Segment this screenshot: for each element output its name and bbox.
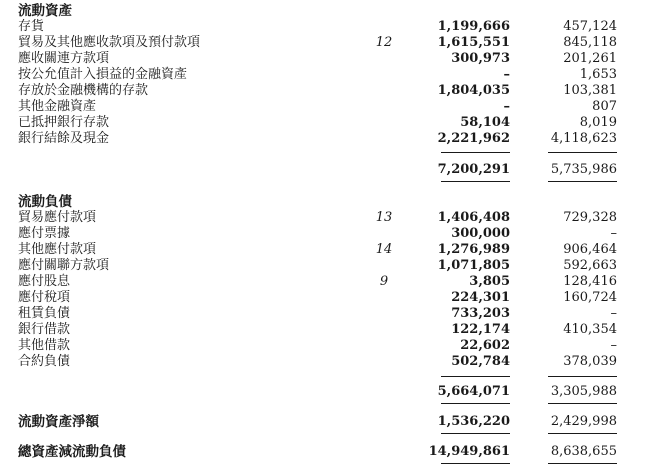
row-label: 租賃負債 xyxy=(18,306,71,321)
table-row xyxy=(0,338,647,354)
current-liabilities-total-prior: 3,305,988 xyxy=(550,384,617,399)
table-row xyxy=(0,306,647,322)
prior-year-value: – xyxy=(610,226,617,241)
row-label: 銀行借款 xyxy=(18,322,71,337)
row-label: 其他金融資產 xyxy=(18,99,97,114)
current-liabilities-heading-row xyxy=(0,194,647,210)
row-label: 存貨 xyxy=(18,19,45,34)
prior-year-value: 103,381 xyxy=(563,83,617,98)
current-liabilities-total-row xyxy=(0,384,647,400)
total-rule xyxy=(548,463,617,464)
prior-year-value: 8,019 xyxy=(579,115,617,130)
prior-year-value: 378,039 xyxy=(563,354,617,369)
table-row xyxy=(0,19,647,35)
total-rule xyxy=(548,152,617,153)
table-row xyxy=(0,290,647,306)
current-year-value: 733,203 xyxy=(451,306,510,321)
current-liabilities-heading: 流動負債 xyxy=(18,194,72,210)
prior-year-value: 128,416 xyxy=(563,274,617,289)
total-rule xyxy=(441,403,510,404)
row-label: 合約負債 xyxy=(18,354,71,369)
current-year-value: 1,071,805 xyxy=(437,258,510,273)
note-ref: 12 xyxy=(375,35,393,50)
prior-year-value: 4,118,623 xyxy=(550,131,617,146)
current-year-value: 2,221,962 xyxy=(437,131,510,146)
row-label: 存放於金融機構的存款 xyxy=(18,83,149,98)
row-label: 銀行結餘及現金 xyxy=(18,131,110,146)
total-assets-less-current-liabilities-prior: 8,638,655 xyxy=(550,444,617,459)
prior-year-value: 807 xyxy=(592,99,617,114)
prior-year-value: 201,261 xyxy=(563,51,617,66)
current-year-value: 1,276,989 xyxy=(437,242,510,257)
row-label: 應付關聯方款項 xyxy=(18,258,110,273)
table-row xyxy=(0,83,647,99)
current-assets-total-row xyxy=(0,162,647,178)
table-row xyxy=(0,35,647,51)
total-rule xyxy=(548,376,617,377)
current-year-value: 1,615,551 xyxy=(437,35,510,50)
prior-year-value: 729,328 xyxy=(563,210,617,225)
table-row xyxy=(0,51,647,67)
total-rule xyxy=(441,152,510,153)
table-row xyxy=(0,258,647,274)
total-rule xyxy=(441,433,510,434)
current-assets-total-current: 7,200,291 xyxy=(437,162,510,177)
table-row xyxy=(0,210,647,226)
table-row xyxy=(0,322,647,338)
prior-year-value: – xyxy=(610,306,617,321)
table-row xyxy=(0,226,647,242)
table-row xyxy=(0,274,647,290)
table-row xyxy=(0,354,647,370)
net-current-assets-prior: 2,429,998 xyxy=(550,414,617,429)
current-assets-total-prior: 5,735,986 xyxy=(550,162,617,177)
total-assets-less-current-liabilities-row xyxy=(0,444,647,460)
total-rule xyxy=(441,376,510,377)
row-label: 應付票據 xyxy=(18,226,71,241)
row-label: 按公允值計入損益的金融資產 xyxy=(18,67,188,82)
prior-year-value: 906,464 xyxy=(563,242,617,257)
current-year-value: 1,406,408 xyxy=(437,210,510,225)
row-label: 已抵押銀行存款 xyxy=(18,115,110,130)
current-assets-heading-row xyxy=(0,3,647,19)
note-ref: 14 xyxy=(375,242,393,257)
current-year-value: 3,805 xyxy=(469,274,510,289)
prior-year-value: 160,724 xyxy=(563,290,617,305)
row-label: 應付稅項 xyxy=(18,290,71,305)
current-year-value: – xyxy=(503,67,510,82)
prior-year-value: 845,118 xyxy=(563,35,617,50)
current-year-value: – xyxy=(503,99,510,114)
current-year-value: 502,784 xyxy=(451,354,510,369)
row-label: 應收關連方款項 xyxy=(18,51,110,66)
current-year-value: 300,973 xyxy=(451,51,510,66)
total-rule xyxy=(548,181,617,182)
net-current-assets-current: 1,536,220 xyxy=(437,414,510,429)
total-rule xyxy=(441,181,510,182)
row-label: 貿易應付款項 xyxy=(18,210,97,225)
total-assets-less-current-liabilities-current: 14,949,861 xyxy=(428,444,510,459)
total-rule xyxy=(548,433,617,434)
current-year-value: 1,804,035 xyxy=(437,83,510,98)
net-current-assets-row xyxy=(0,414,647,430)
prior-year-value: 457,124 xyxy=(563,19,617,34)
current-year-value: 58,104 xyxy=(460,115,510,130)
row-label: 其他借款 xyxy=(18,338,71,353)
table-row xyxy=(0,115,647,131)
current-year-value: 224,301 xyxy=(451,290,510,305)
note-ref: 13 xyxy=(375,210,393,225)
row-label: 應付股息 xyxy=(18,274,71,289)
table-row xyxy=(0,99,647,115)
prior-year-value: 592,663 xyxy=(563,258,617,273)
net-current-assets-label: 流動資產淨額 xyxy=(18,414,99,430)
prior-year-value: 1,653 xyxy=(579,67,617,82)
current-year-value: 122,174 xyxy=(451,322,510,337)
current-year-value: 1,199,666 xyxy=(437,19,510,34)
note-ref: 9 xyxy=(379,274,389,289)
total-rule xyxy=(548,403,617,404)
current-liabilities-total-current: 5,664,071 xyxy=(437,384,510,399)
table-row xyxy=(0,131,647,147)
current-year-value: 300,000 xyxy=(451,226,510,241)
prior-year-value: 410,354 xyxy=(563,322,617,337)
total-rule xyxy=(441,463,510,464)
current-year-value: 22,602 xyxy=(460,338,510,353)
prior-year-value: – xyxy=(610,338,617,353)
current-assets-heading: 流動資產 xyxy=(18,3,72,19)
row-label: 其他應付款項 xyxy=(18,242,97,257)
row-label: 貿易及其他應收款項及預付款項 xyxy=(18,35,201,50)
table-row xyxy=(0,242,647,258)
table-row xyxy=(0,67,647,83)
total-assets-less-current-liabilities-label: 總資產減流動負債 xyxy=(18,444,126,460)
